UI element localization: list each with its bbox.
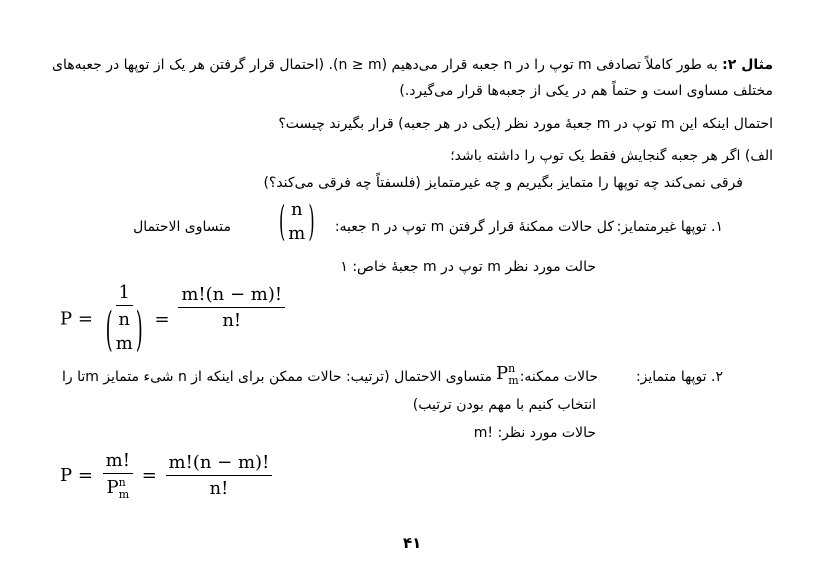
formula1-lhs: P = [60, 308, 93, 330]
formula2-perm-base: P [106, 477, 119, 498]
formula2-num2: m!(n − m)! [166, 452, 273, 476]
case1-heading: ۱. توپها غیرمتمایز: [616, 219, 723, 235]
case2-formula [60, 450, 272, 501]
formula2-perm-sup: n [118, 476, 126, 489]
case2-heading: ۲. توپها متمایز: [635, 369, 723, 385]
formula2-eq: = [141, 464, 157, 486]
perm-sup: n [508, 362, 516, 375]
formula1-den2: n! [222, 310, 242, 331]
example-text-1: به طور کاملاً تصادفی m توپ را در n جعبه قرار می‌دهیم (n ≥ m). (احتمال قرار گرفتن هر یک از توپها در جعبه‌های [52, 57, 718, 73]
case1-formula: P = 1 ( n m ) = $\frac{m!(n - m)!}{n!}$ [60, 282, 285, 356]
question-text: احتمال اینکه این m توپ در m جعبهٔ مورد نظر (یکی در هر جعبه) قرار بگیرند چیست؟ [278, 116, 773, 132]
formula1-eq: = [154, 308, 170, 330]
formula2-perm-sub: m [118, 487, 130, 501]
formula1-binom-top: n [118, 309, 131, 330]
formula1-binom-bottom: m [115, 333, 133, 354]
perm-base: P [496, 363, 509, 384]
part-a-text: الف) اگر هر جعبه گنجایش فقط یک توپ را داشته باشد؛ [450, 148, 773, 164]
case2-text-1: حالات ممکنه: [519, 369, 598, 385]
case2-line-2: انتخاب کنیم با مهم بودن ترتیب) [412, 397, 596, 413]
formula2-lhs: P = [60, 464, 93, 486]
example-line-2: مختلف مساوی است و حتماً هم در یکی از جعبه‌ها قرار می‌گیرد.) [399, 83, 773, 99]
formula1-num1: 1 [116, 282, 133, 306]
note-text: فرقی نمی‌کند چه توپها را متمایز بگیریم و چه غیرمتمایز (فلسفتاً چه فرقی می‌کند؟) [263, 175, 743, 191]
page-number: ۴۱ [403, 534, 422, 552]
example-line-1 [52, 56, 773, 74]
binom-bottom: m [288, 223, 306, 244]
case2-text-2: متساوی الاحتمال (ترتیب: حالات ممکن برای اینکه از n شیء متمایز mتا را [61, 369, 492, 385]
example-title: مثال ۲: [722, 57, 773, 73]
binom-top: n [290, 199, 303, 220]
case1-binomial: ( n m ) [279, 196, 315, 246]
case1-text-after: متساوی الاحتمال [133, 219, 231, 235]
perm-sub: m [508, 373, 519, 387]
formula1-num2: m!(n − m)! [178, 284, 285, 308]
case2-permutation [496, 362, 519, 387]
case1-favorable: حالت مورد نظر m توپ در m جعبهٔ خاص: ۱ [340, 259, 596, 275]
formula2-num1: m! [103, 450, 133, 474]
formula2-den2: n! [209, 477, 229, 499]
case2-favorable: حالات مورد نظر: !m [473, 425, 596, 441]
case1-text-before: کل حالات ممکنهٔ قرار گرفتن m توپ در n جعبه: [334, 219, 614, 235]
